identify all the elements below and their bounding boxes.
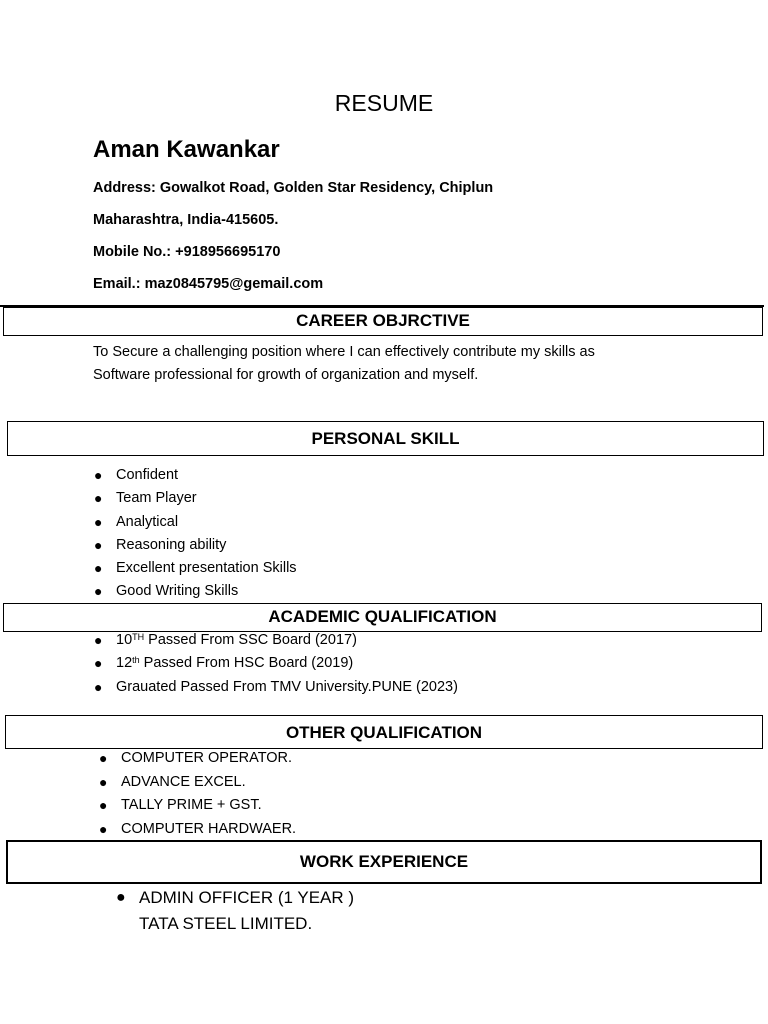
- bullet-icon: ●: [116, 889, 126, 906]
- academic-qualification-list: [94, 629, 458, 699]
- career-objective-line-2: Software professional for growth of organization and myself.: [93, 366, 479, 383]
- bullet-icon: ●: [94, 632, 103, 648]
- list-item: ● Reasoning ability: [116, 534, 297, 557]
- list-item: ● Confident: [116, 464, 297, 487]
- list-item: ● 12th Passed From HSC Board (2019): [116, 652, 458, 675]
- list-item: ● Good Writing Skills: [116, 580, 297, 603]
- personal-skill-heading: [7, 421, 764, 456]
- work-experience-heading: [6, 840, 762, 884]
- academic-qualification-heading: [3, 603, 762, 632]
- address-line-2: Maharashtra, India-415605.: [93, 212, 279, 228]
- document-title: RESUME: [334, 90, 434, 116]
- bullet-icon: ●: [94, 560, 103, 577]
- list-item: [116, 885, 355, 937]
- list-item: ● COMPUTER OPERATOR.: [121, 747, 296, 771]
- other-qualification-heading: [5, 715, 763, 749]
- candidate-name: Aman Kawankar: [93, 136, 280, 163]
- address-line-1: Address: Gowalkot Road, Golden Star Residency, Chiplun: [93, 180, 494, 196]
- list-item: ● Excellent presentation Skills: [116, 557, 297, 580]
- work-role: ADMIN OFFICER (1 YEAR ): [139, 888, 355, 907]
- list-item: ● 10TH Passed From SSC Board (2017): [116, 629, 458, 652]
- career-objective-line-1: To Secure a challenging position where I can effectively contribute my skills as: [93, 344, 595, 360]
- career-objective-heading: [3, 307, 763, 336]
- personal-skill-heading-text: PERSONAL SKILL: [311, 429, 460, 448]
- list-item: ● Analytical: [116, 511, 297, 534]
- other-qualification-list: [99, 747, 297, 841]
- list-item: ● ADVANCE EXCEL.: [121, 771, 296, 795]
- bullet-icon: ●: [99, 797, 108, 814]
- career-objective-text: [93, 341, 713, 386]
- bullet-icon: ●: [94, 678, 103, 695]
- list-item: ● TALLY PRIME + GST.: [121, 794, 296, 818]
- work-company: TATA STEEL LIMITED.: [139, 914, 313, 933]
- list-item: ● Grauated Passed From TMV University.PUNE (2023): [116, 676, 458, 699]
- bullet-icon: ●: [99, 773, 108, 790]
- personal-skill-list: [94, 464, 297, 604]
- bullet-icon: ●: [94, 513, 103, 530]
- list-item: ● Team Player: [116, 487, 297, 510]
- bullet-icon: ●: [94, 536, 103, 553]
- mobile-number: Mobile No.: +918956695170: [93, 244, 281, 260]
- bullet-icon: ●: [99, 750, 108, 766]
- bullet-icon: ●: [99, 820, 108, 837]
- bullet-icon: ●: [94, 490, 103, 507]
- bullet-icon: ●: [94, 467, 103, 483]
- career-objective-heading-text: CAREER OBJRCTIVE: [296, 311, 470, 330]
- academic-qualification-heading-text: ACADEMIC QUALIFICATION: [268, 607, 497, 626]
- other-qualification-heading-text: OTHER QUALIFICATION: [285, 723, 483, 742]
- work-experience-heading-text: WORK EXPERIENCE: [299, 852, 469, 871]
- email-address: Email.: maz0845795@gemail.com: [93, 276, 324, 292]
- bullet-icon: ●: [94, 655, 103, 672]
- list-item: ● COMPUTER HARDWAER.: [121, 818, 296, 842]
- work-experience-list: [116, 885, 355, 937]
- bullet-icon: ●: [94, 583, 103, 600]
